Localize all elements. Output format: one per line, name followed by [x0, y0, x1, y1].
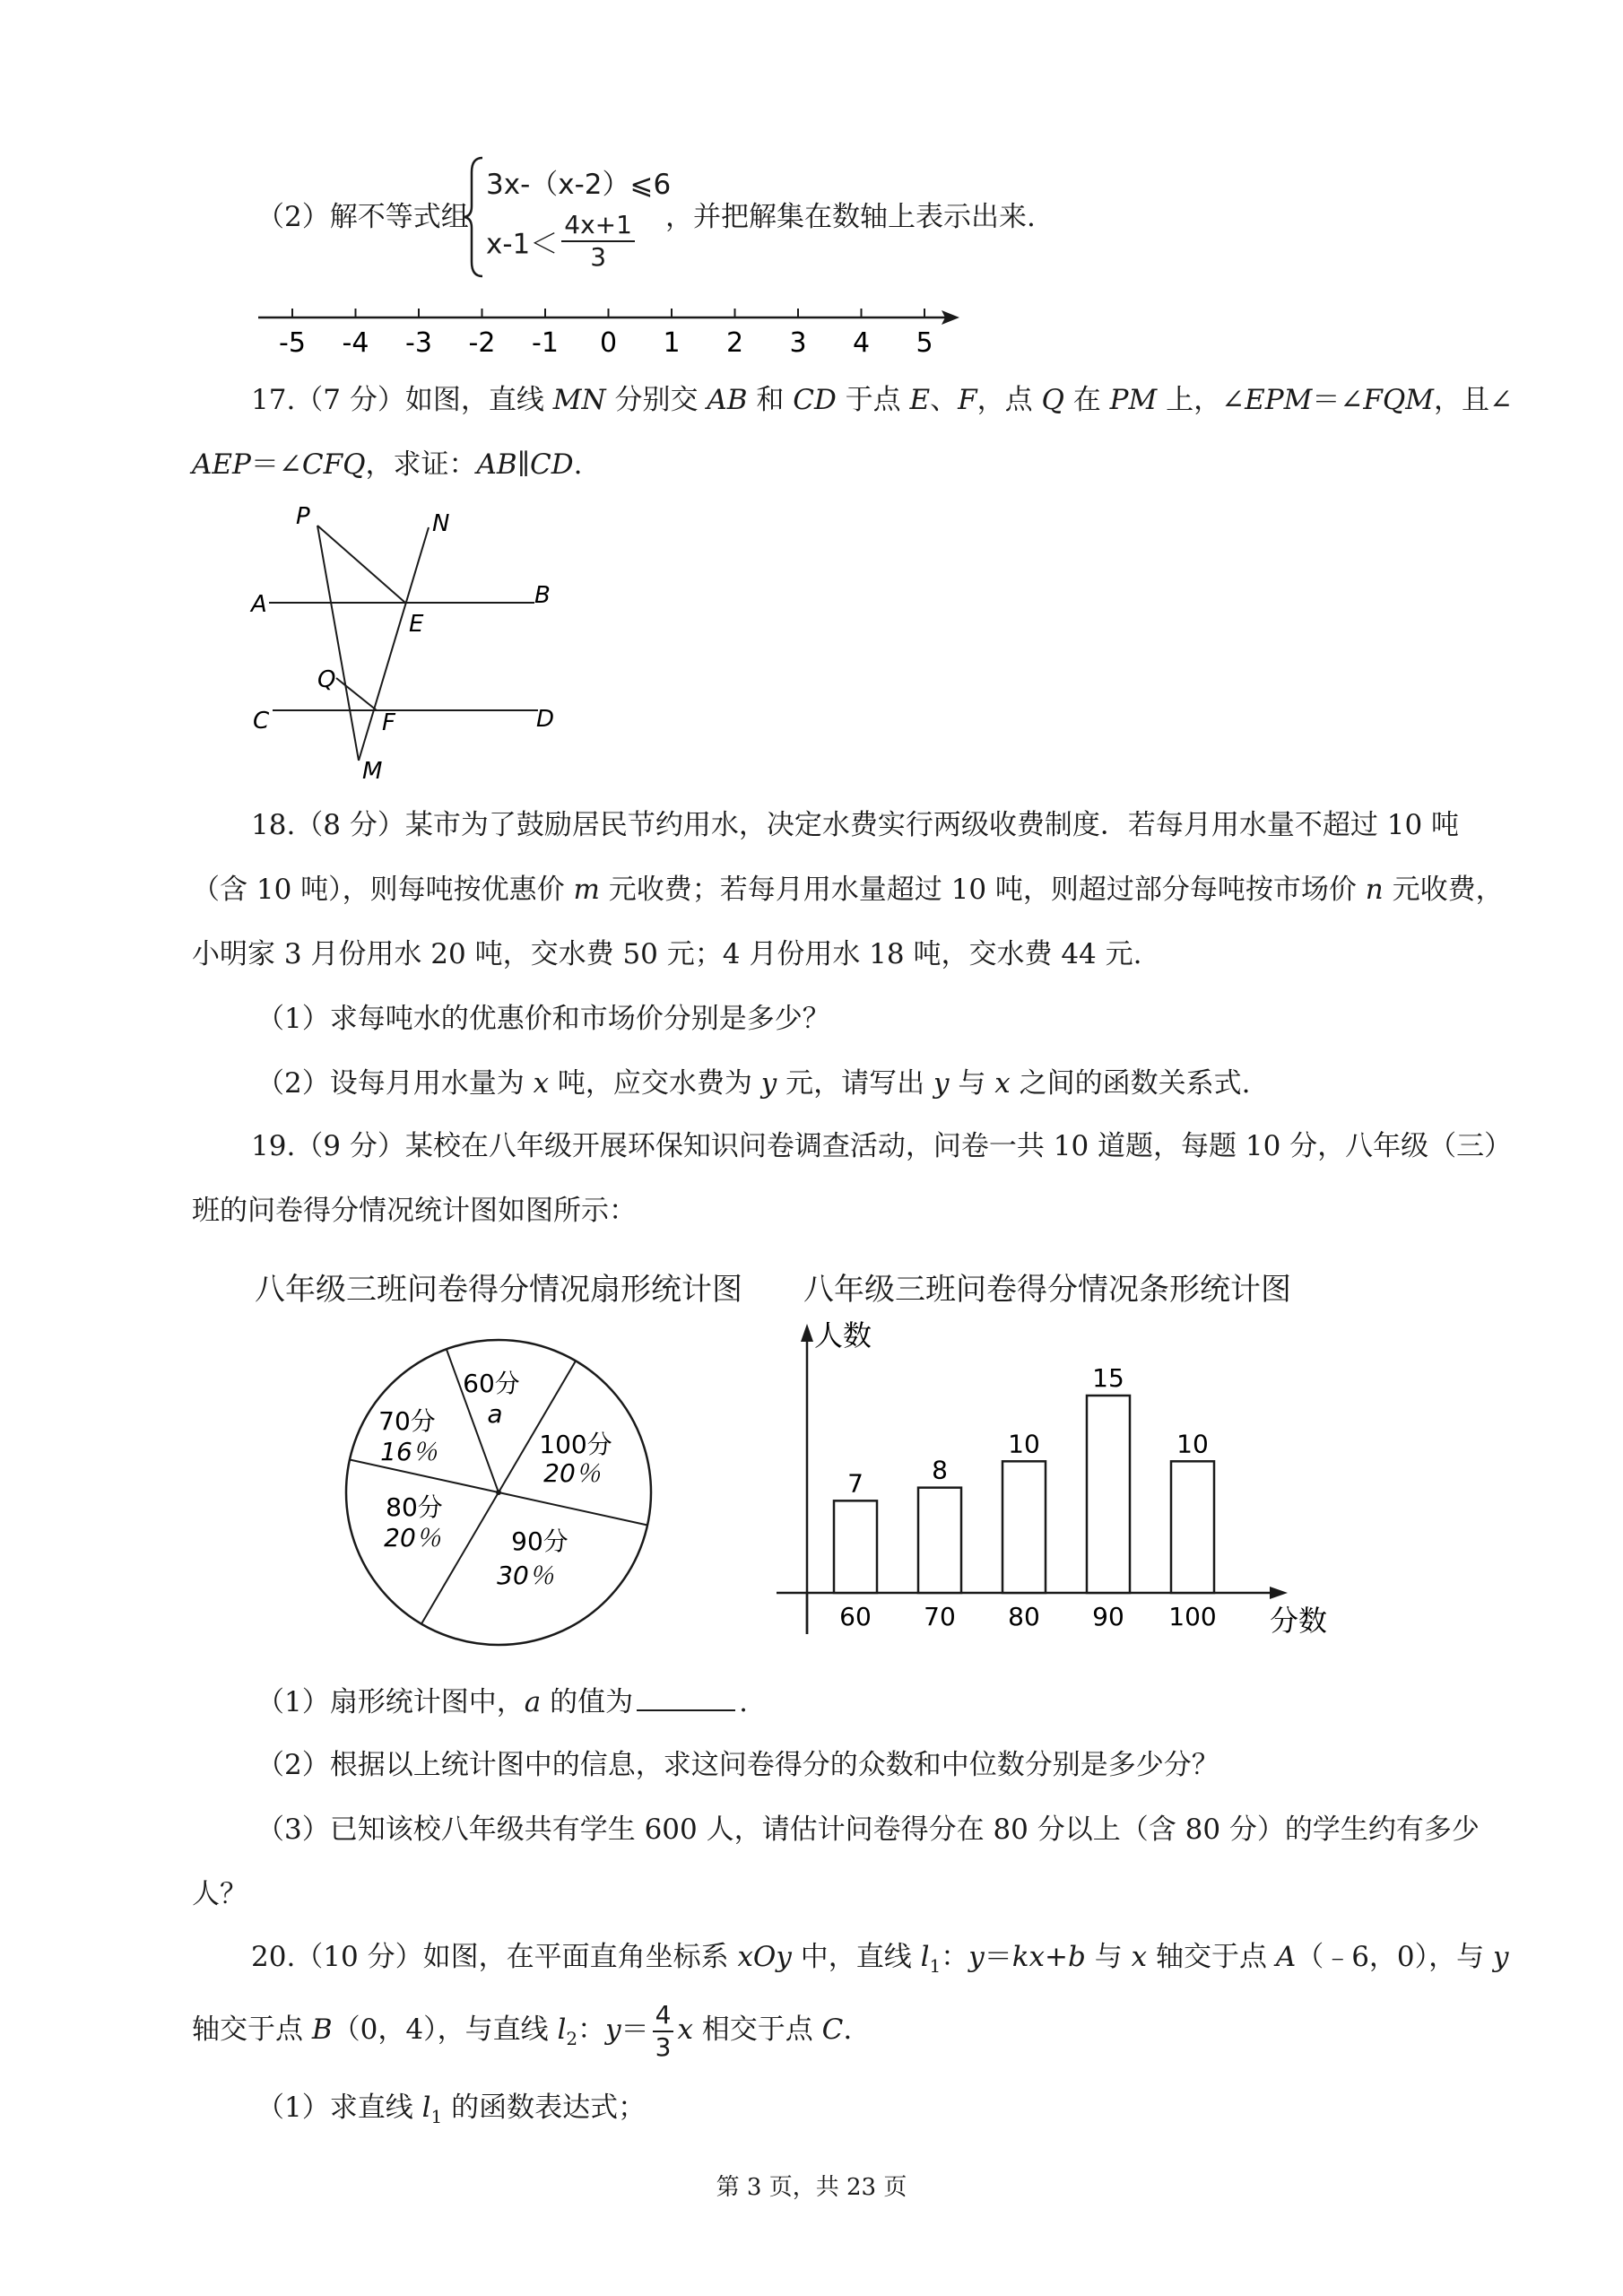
- q18-line1: 18.（8 分）某市为了鼓励居民节约用水，决定水费实行两级收费制度．若每月用水量不超过 10 吨: [251, 809, 1460, 841]
- q19-part3-line1: （3）已知该校八年级共有学生 600 人，请估计问卷得分在 80 分以上（含 80 分）的学生约有多少: [256, 1813, 1480, 1846]
- inequality-2: [486, 210, 638, 273]
- pie-label-100: 100分: [539, 1430, 612, 1459]
- inequality-1: 3x-（x-2）⩽6: [486, 169, 672, 201]
- pie-label-60: 60分: [463, 1369, 520, 1398]
- bar-90: [1087, 1396, 1130, 1593]
- number-line-tick-label: -2: [468, 327, 496, 359]
- slope-fraction: [653, 2000, 674, 2063]
- number-line-tick-label: 5: [916, 327, 933, 359]
- label-p: P: [296, 503, 310, 530]
- bar-value-label: 10: [1008, 1429, 1040, 1459]
- number-line-tick-label: 4: [852, 327, 871, 359]
- line-pm: [317, 526, 359, 761]
- x-tick-label: 90: [1092, 1602, 1124, 1631]
- pie-value-80: 20％: [384, 1523, 441, 1552]
- number-line-tick-label: 2: [725, 327, 744, 359]
- q20-line2: 轴交于点 B（0，4），与直线 $l_2$：y＝ $\frac{4}{3}$ x 相交于点 C.: [192, 1999, 853, 2062]
- q19-part1: （1）扇形统计图中，a 的值为 .: [256, 1683, 748, 1720]
- page-footer: 第 3 页，共 23 页: [716, 2174, 907, 2201]
- label-n: N: [432, 510, 450, 537]
- bar-value-label: 15: [1092, 1363, 1124, 1393]
- number-line-tick-label: -3: [405, 327, 432, 359]
- bar-100: [1171, 1461, 1214, 1593]
- q17-line1: 17.（7 分）如图，直线 MN 分别交 AB 和 CD 于点 E、F，点 Q 在 PM 上，∠EPM＝∠FQM，且∠: [251, 384, 1513, 416]
- x-tick-label: 70: [924, 1602, 956, 1631]
- number-line-tick-label: 0: [599, 327, 618, 359]
- q17-line2: AEP＝∠CFQ，求证：AB∥CD.: [192, 448, 583, 481]
- inequality-2-left: x-1＜: [486, 228, 559, 261]
- pie-label-70: 70分: [378, 1406, 436, 1436]
- q19-part3-line2: 人？: [192, 1878, 247, 1910]
- answer-blank: [637, 1683, 735, 1711]
- pie-label-90: 90分: [511, 1526, 568, 1556]
- brace-icon: [461, 154, 488, 280]
- bar-value-label: 7: [847, 1468, 864, 1499]
- x-tick-label: 60: [839, 1602, 872, 1631]
- x-tick-label: 80: [1008, 1602, 1040, 1631]
- arrow-up-icon: [801, 1324, 813, 1342]
- q19-line1: 19.（9 分）某校在八年级开展环保知识问卷调查活动，问卷一共 10 道题，每题 10 分，八年级（三）: [251, 1130, 1513, 1162]
- pie-value-100: 20％: [543, 1458, 601, 1488]
- inequality-2-fraction: [561, 210, 635, 273]
- label-c: C: [253, 708, 270, 735]
- number-line: [251, 296, 968, 359]
- pie-chart: [332, 1333, 655, 1656]
- label-b: B: [534, 582, 551, 609]
- bar-value-label: 8: [932, 1455, 948, 1485]
- bar-chart: [762, 1315, 1336, 1656]
- bar-value-label: 10: [1176, 1429, 1209, 1459]
- q19-part2: （2）根据以上统计图中的信息，求这问卷得分的众数和中位数分别是多少分？: [256, 1749, 1219, 1781]
- q17-geometry-figure: [242, 502, 583, 789]
- bar-60: [834, 1500, 877, 1593]
- arrow-right-icon: [1270, 1587, 1288, 1599]
- label-m: M: [362, 758, 383, 785]
- number-line-tick-label: 3: [789, 327, 807, 359]
- label-d: D: [536, 706, 555, 733]
- q18-line2: （含 10 吨），则每吨按优惠价 m 元收费；若每月用水量超过 10 吨，则超过部分每吨按市场价 n 元收费，: [192, 874, 1504, 906]
- bar-70: [918, 1488, 961, 1593]
- label-a: A: [251, 591, 267, 618]
- q18-part1: （1）求每吨水的优惠价和市场价分别是多少？: [256, 1003, 830, 1035]
- number-line-tick-label: -4: [342, 327, 369, 359]
- q16-part2-prefix: （2）解不等式组: [256, 201, 469, 233]
- pie-center-dot: [496, 1490, 501, 1495]
- number-line-tick-label: 1: [663, 327, 681, 359]
- q20-part1: （1）求直线 $l_1$ 的函数表达式；: [256, 2092, 647, 2128]
- label-f: F: [382, 709, 395, 736]
- pie-value-90: 30％: [497, 1561, 554, 1590]
- fraction-denominator: 3: [590, 242, 607, 272]
- pie-value-60: a: [487, 1399, 503, 1429]
- fraction-numerator: 4x+1: [561, 210, 635, 242]
- line-pe: [317, 526, 405, 603]
- pie-slice-boundary: [499, 1492, 647, 1526]
- q20-line1: 20.（10 分）如图，在平面直角坐标系 xOy 中，直线 $l_1$：y＝kx+b 与 x 轴交于点 A（﹣6，0），与 y: [251, 1941, 1509, 1978]
- q18-line3: 小明家 3 月份用水 20 吨，交水费 50 元；4 月份用水 18 吨，交水费 44 元.: [192, 938, 1142, 970]
- number-line-tick-label: -5: [279, 327, 306, 359]
- bar-80: [1002, 1461, 1046, 1593]
- number-line-tick-label: -1: [532, 327, 559, 359]
- q16-part2-suffix: ，并把解集在数轴上表示出来.: [665, 201, 1036, 233]
- q18-part2: （2）设每月用水量为 x 吨，应交水费为 y 元，请写出 y 与 x 之间的函数关系式.: [256, 1067, 1251, 1100]
- line-qf: [336, 678, 377, 710]
- y-axis-label: 人数: [814, 1318, 872, 1352]
- pie-label-80: 80分: [386, 1492, 443, 1522]
- fraction-denominator: 3: [655, 2031, 672, 2062]
- bar-chart-title: 八年级三班问卷得分情况条形统计图: [803, 1272, 1291, 1308]
- x-tick-label: 100: [1168, 1602, 1217, 1631]
- label-e: E: [409, 611, 424, 638]
- pie-chart-title: 八年级三班问卷得分情况扇形统计图: [255, 1272, 742, 1308]
- label-q: Q: [317, 666, 336, 693]
- pie-value-70: 16％: [380, 1437, 438, 1466]
- q19-line2: 班的问卷得分情况统计图如图所示：: [192, 1195, 637, 1227]
- fraction-numerator: 4: [653, 2000, 674, 2032]
- x-axis-label: 分数: [1270, 1604, 1328, 1638]
